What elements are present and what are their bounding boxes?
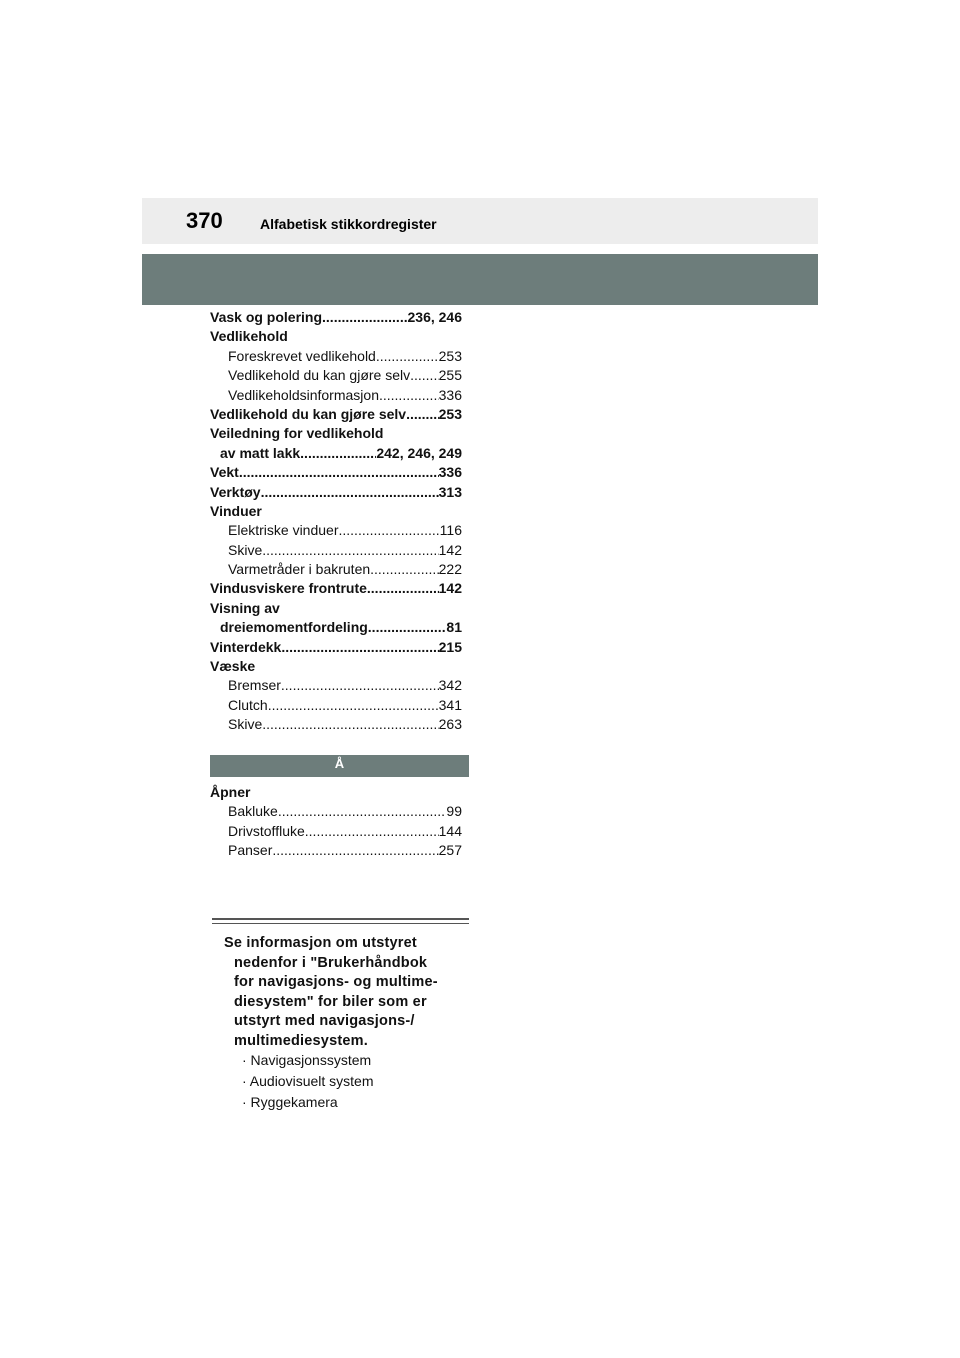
- entry-label: Vedlikehold du kan gjøre selv: [228, 367, 411, 384]
- entry-page: 336: [438, 464, 462, 481]
- index-entry: [210, 676, 462, 695]
- entry-label: Panser: [228, 842, 273, 859]
- entry-page: 142: [438, 541, 462, 558]
- leader-dots: [262, 715, 438, 734]
- note-line: Se informasjon om utstyret: [224, 935, 417, 951]
- note-line: utstyrt med navigasjons-/: [234, 1013, 415, 1030]
- header-title: Alfabetisk stikkordregister: [260, 216, 437, 232]
- page-number: 370: [186, 208, 223, 233]
- entry-page: 257: [438, 842, 462, 859]
- index-entry: [210, 308, 462, 327]
- entry-page: 242, 246, 249: [376, 444, 462, 461]
- entry-label: Verktøy: [210, 483, 261, 500]
- index-entry: [210, 386, 462, 405]
- note-line: nedenfor i "Brukerhåndbok: [234, 954, 428, 971]
- entry-page: 253: [438, 405, 462, 422]
- note-line: for navigasjons- og multime-: [234, 974, 438, 991]
- entry-page: 236, 246: [407, 309, 462, 325]
- leader-dots: [300, 444, 376, 463]
- index-entry: [210, 327, 462, 346]
- note-divider: [212, 918, 469, 924]
- index-entry: [210, 841, 462, 860]
- entry-page: 215: [438, 638, 462, 655]
- index-entry: [210, 599, 462, 618]
- index-entry: [210, 483, 462, 502]
- entry-page: 341: [438, 696, 462, 713]
- entry-label: Skive: [228, 716, 263, 733]
- leader-dots: [406, 405, 439, 424]
- entry-label: Veiledning for vedlikehold: [210, 425, 384, 442]
- entry-label: Væske: [210, 658, 256, 675]
- index-entry: [210, 715, 462, 734]
- entry-page: 99: [446, 803, 462, 820]
- index-list-v: [210, 308, 462, 735]
- note-line: multimediesystem.: [234, 1032, 368, 1049]
- entry-label: Visning av: [210, 599, 280, 616]
- index-entry: [210, 366, 462, 385]
- index-entry: [210, 444, 462, 463]
- entry-label: Elektriske vinduer: [228, 522, 339, 539]
- note-bullet-item: · Audiovisuelt system: [242, 1073, 374, 1089]
- entry-page: 142: [438, 580, 462, 597]
- index-entry: [210, 822, 462, 841]
- index-entry: [210, 521, 462, 540]
- index-entry: [210, 638, 462, 657]
- entry-page: 263: [438, 716, 462, 733]
- entry-page: 342: [438, 677, 462, 694]
- entry-label: av matt lakk: [220, 444, 301, 461]
- entry-page: 144: [438, 822, 462, 839]
- note-bullet-list: [242, 1050, 374, 1113]
- leader-dots: [272, 841, 438, 860]
- leader-dots: [367, 579, 439, 598]
- index-entry: [210, 502, 462, 521]
- leader-dots: [376, 347, 439, 366]
- entry-label: Vedlikehold: [210, 328, 288, 345]
- entry-label: Vedlikehold du kan gjøre selv: [210, 405, 407, 422]
- entry-label: Drivstoffluke: [228, 822, 305, 839]
- index-list-aa: [210, 783, 462, 861]
- leader-dots: [262, 541, 438, 560]
- index-entry: [210, 560, 462, 579]
- entry-page: 253: [438, 347, 462, 364]
- section-letter-bar: Å: [210, 755, 469, 777]
- entry-label: Bremser: [228, 677, 281, 694]
- entry-page: 116: [439, 522, 462, 539]
- entry-label: Vedlikeholdsinformasjon: [228, 386, 379, 403]
- leader-dots: [368, 618, 447, 637]
- index-entry: [210, 618, 462, 637]
- entry-page: 222: [438, 561, 462, 578]
- info-note: [224, 934, 474, 1052]
- entry-label: Vinduer: [210, 502, 262, 519]
- entry-label: Clutch: [228, 696, 268, 713]
- entry-label: Vinterdekk: [210, 638, 282, 655]
- entry-label: Foreskrevet vedlikehold: [228, 347, 376, 364]
- entry-label: Skive: [228, 541, 263, 558]
- entry-label: Vindusviskere frontrute: [210, 580, 367, 597]
- entry-label: Vekt: [210, 464, 239, 481]
- note-bullet-item: · Navigasjonssystem: [242, 1052, 372, 1068]
- leader-dots: [281, 676, 439, 695]
- note-line: diesystem" for biler som er: [234, 993, 427, 1010]
- entry-label: Vask og polering: [210, 309, 323, 325]
- index-entry: [210, 696, 462, 715]
- note-bullet-item: · Ryggekamera: [242, 1094, 338, 1110]
- index-entry: [210, 802, 462, 821]
- leader-dots: [305, 822, 439, 841]
- entry-page: 336: [438, 386, 462, 403]
- index-entry: [210, 783, 462, 802]
- leader-dots: [239, 463, 439, 482]
- entry-label: Varmetråder i bakruten: [228, 561, 371, 578]
- leader-dots: [278, 802, 447, 821]
- index-entry: [210, 541, 462, 560]
- entry-page: 255: [438, 367, 462, 384]
- leader-dots: [322, 308, 407, 327]
- leader-dots: [261, 483, 439, 502]
- entry-label: Åpner: [210, 784, 251, 800]
- leader-dots: [281, 638, 438, 657]
- entry-page: 81: [446, 619, 462, 636]
- entry-label: Bakluke: [228, 803, 278, 820]
- index-entry: [210, 347, 462, 366]
- index-entry: [210, 579, 462, 598]
- leader-dots: [268, 696, 439, 715]
- entry-page: 313: [438, 483, 462, 500]
- entry-label: dreiemomentfordeling: [220, 619, 368, 636]
- index-entry: [210, 463, 462, 482]
- leader-dots: [339, 521, 440, 540]
- index-entry: [210, 424, 462, 443]
- index-entry: [210, 405, 462, 424]
- leader-dots: [370, 560, 439, 579]
- index-entry: [210, 657, 462, 676]
- page-header: [142, 198, 818, 244]
- leader-dots: [379, 386, 439, 405]
- leader-dots: [410, 366, 439, 385]
- header-band: [142, 254, 818, 305]
